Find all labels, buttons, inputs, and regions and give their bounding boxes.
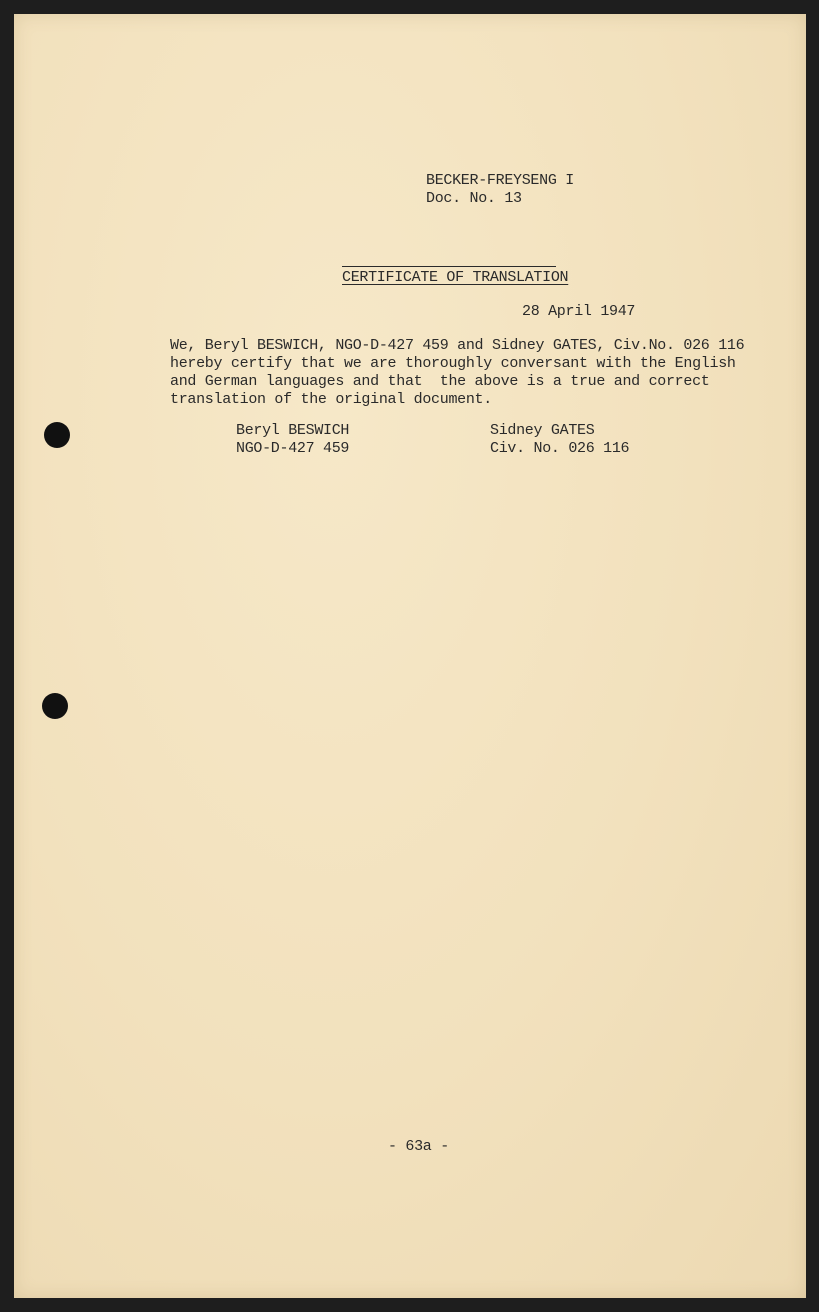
body-line-1: We, Beryl BESWICH, NGO-D-427 459 and Sidney GATES, Civ.No. 026 116 bbox=[170, 337, 745, 354]
page-number: - 63a - bbox=[388, 1138, 449, 1155]
body-line-3: and German languages and that the above is a true and correct bbox=[170, 373, 710, 390]
signature-right-id: Civ. No. 026 116 bbox=[490, 440, 630, 457]
certificate-title: CERTIFICATE OF TRANSLATION bbox=[342, 269, 569, 286]
signature-left-id: NGO-D-427 459 bbox=[236, 440, 350, 457]
header-doc-number: Doc. No. 13 bbox=[426, 190, 522, 207]
punch-hole-bottom bbox=[42, 693, 68, 719]
signature-right-name: Sidney GATES bbox=[490, 422, 595, 439]
body-line-2: hereby certify that we are thoroughly conversant with the English bbox=[170, 355, 736, 372]
signature-left-name: Beryl BESWICH bbox=[236, 422, 350, 439]
certificate-date: 28 April 1947 bbox=[522, 303, 636, 320]
title-overline bbox=[342, 266, 556, 267]
header-case: BECKER-FREYSENG I bbox=[426, 172, 574, 189]
document-page bbox=[14, 14, 806, 1298]
body-line-4: translation of the original document. bbox=[170, 391, 492, 408]
punch-hole-top bbox=[44, 422, 70, 448]
